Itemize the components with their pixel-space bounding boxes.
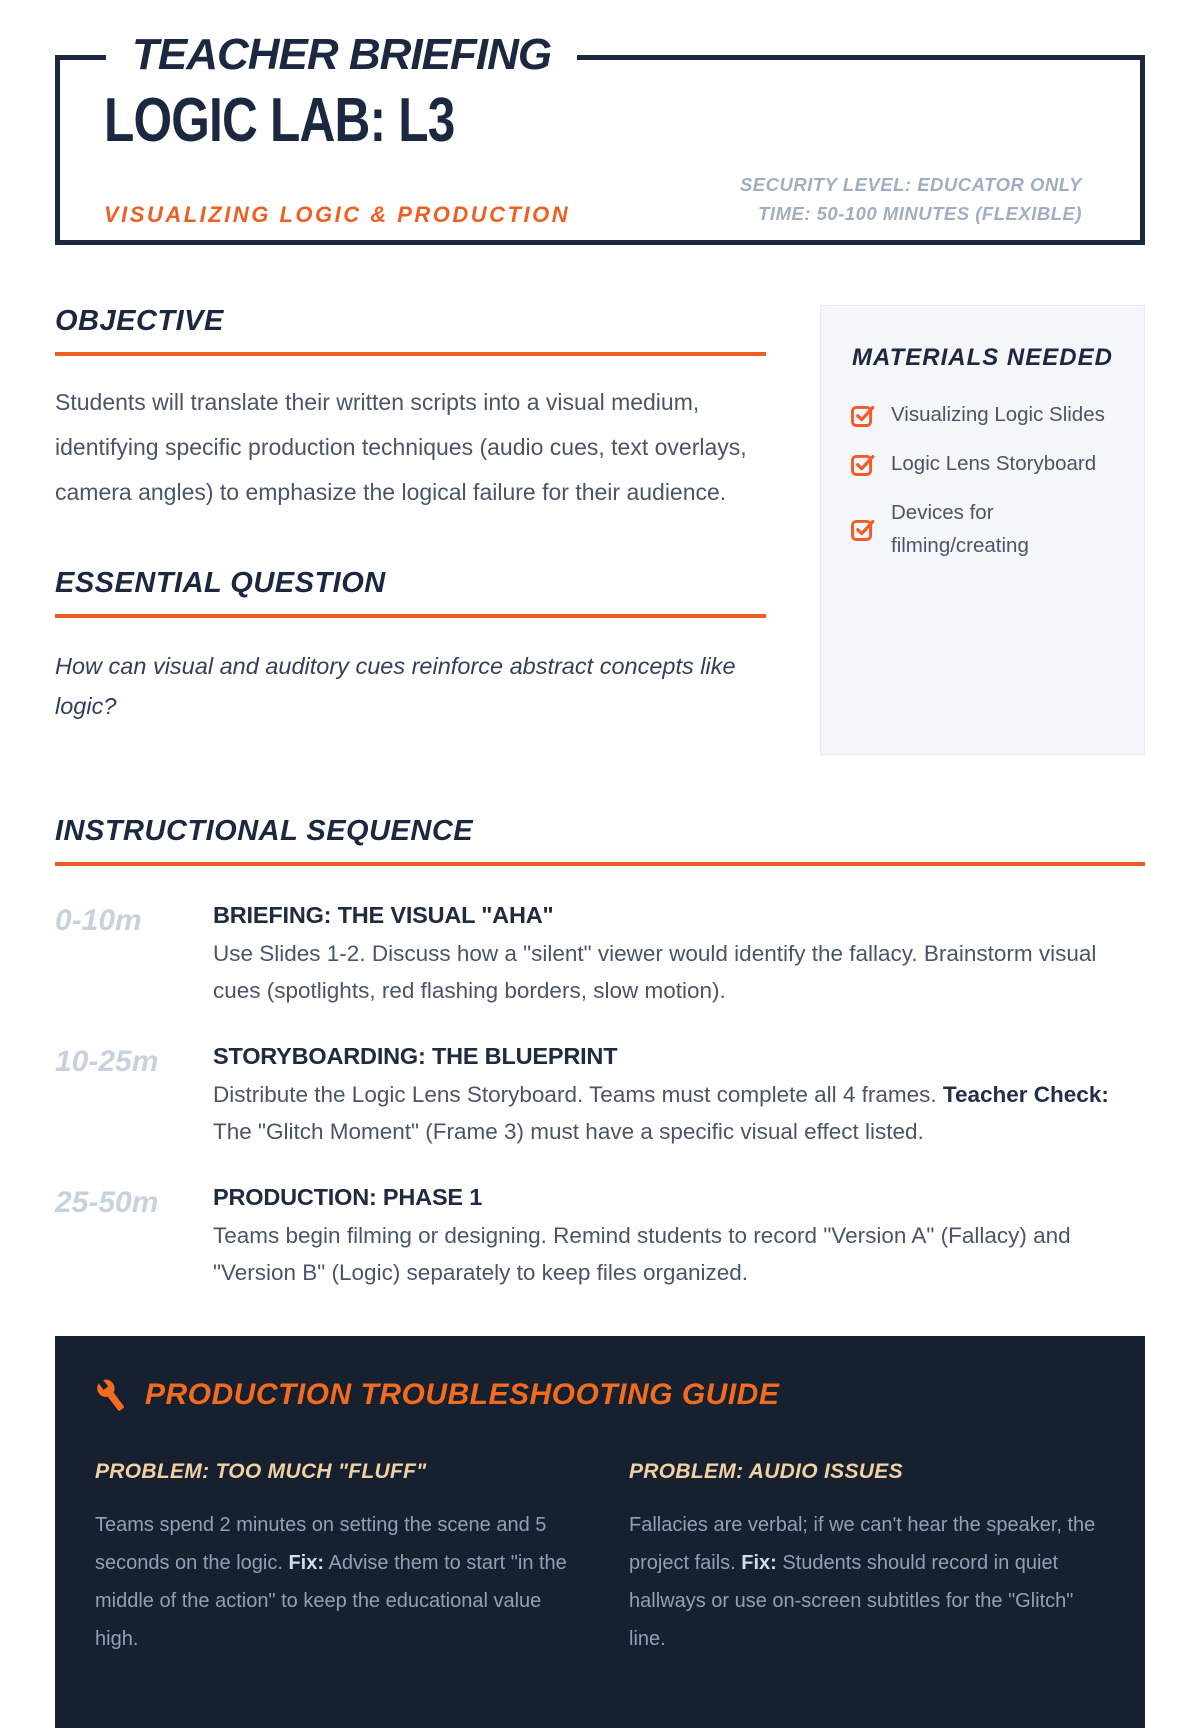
body-text: Distribute the Logic Lens Storyboard. Teams must complete all 4 frames. <box>213 1082 943 1107</box>
essential-question-section <box>55 567 766 726</box>
body-text: Advise them to start "in the middle of the action" to keep the educational value high. <box>95 1552 567 1650</box>
teacher-briefing-page <box>0 30 1200 1728</box>
materials-list <box>849 398 1116 562</box>
sequence-item-body <box>213 935 1145 1009</box>
objective-heading: OBJECTIVE <box>55 305 224 337</box>
troubleshooting-column <box>95 1460 571 1658</box>
troubleshooting-title-row <box>95 1378 1105 1412</box>
sequence-item-title: PRODUCTION: PHASE 1 <box>213 1184 483 1210</box>
body-text: Fallacies are verbal; if we can't hear the speaker, the project fails. <box>629 1514 1096 1574</box>
main-content <box>55 305 1145 755</box>
body-text: The "Glitch Moment" (Frame 3) must have a specific visual effect listed. <box>213 1119 924 1144</box>
body-text: Use Slides 1-2. Discuss how a "silent" viewer would identify the fallacy. Brainstorm visual cues (spotlights, red flashing borders, slow motion). <box>213 941 1097 1003</box>
troubleshooting-heading: PRODUCTION TROUBLESHOOTING GUIDE <box>145 1378 780 1411</box>
wrench-icon <box>95 1379 127 1411</box>
sequence-time-label: 0-10m <box>55 904 142 937</box>
essential-question-heading: ESSENTIAL QUESTION <box>55 567 386 599</box>
objective-rule <box>55 352 766 356</box>
body-bold-text: Teacher Check: <box>942 1082 1109 1107</box>
materials-heading: MATERIALS NEEDED <box>852 344 1113 371</box>
body-text: Students should record in quiet hallways or use on-screen subtitles for the "Glitch" line. <box>629 1552 1074 1650</box>
materials-list-item <box>849 447 1116 480</box>
sequence-item-title: BRIEFING: THE VISUAL "AHA" <box>213 902 554 928</box>
troubleshooting-column <box>629 1460 1105 1658</box>
troubleshooting-panel <box>55 1336 1145 1728</box>
checkbox-checked-icon <box>849 401 877 429</box>
checkbox-checked-icon <box>849 515 877 543</box>
sequence-items <box>55 902 1145 1291</box>
essential-question-rule <box>55 614 766 618</box>
objective-body: Students will translate their written scripts into a visual medium, identifying specific production techniques (audio cues, text overlays, camera angles) to emphasize the logical failure for their audience. <box>55 389 747 505</box>
instructional-sequence-section <box>55 815 1145 1291</box>
sequence-item-title: STORYBOARDING: THE BLUEPRINT <box>213 1043 618 1069</box>
header-tag: TEACHER BRIEFING <box>106 30 577 80</box>
header-row <box>104 170 1082 228</box>
fix-label: Fix: <box>288 1552 325 1574</box>
objective-section <box>55 305 766 515</box>
problem-heading: PROBLEM: AUDIO ISSUES <box>629 1460 903 1483</box>
sequence-heading: INSTRUCTIONAL SEQUENCE <box>55 815 474 847</box>
materials-card <box>820 305 1145 755</box>
materials-item-label: Devices for filming/creating <box>891 501 1029 557</box>
page-subtitle: VISUALIZING LOGIC & PRODUCTION <box>104 202 571 227</box>
body-text: Teams begin filming or designing. Remind students to record "Version A" (Fallacy) and "Version B" (Logic) separately to keep files organized. <box>213 1223 1071 1285</box>
sequence-item-body <box>213 1076 1145 1150</box>
checkbox-checked-icon <box>849 450 877 478</box>
sequence-time-label: 25-50m <box>55 1186 159 1219</box>
materials-list-item <box>849 496 1116 562</box>
header-inner <box>60 60 1140 228</box>
materials-list-item <box>849 398 1116 431</box>
sequence-item <box>213 1184 1145 1291</box>
sequence-rule <box>55 862 1145 866</box>
essential-question-body: How can visual and auditory cues reinforce abstract concepts like logic? <box>55 653 736 719</box>
problem-body <box>629 1506 1105 1658</box>
security-level-text: SECURITY LEVEL: EDUCATOR ONLY <box>739 174 1082 195</box>
page-title: LOGIC LAB: L3 <box>104 86 455 155</box>
sequence-time-label: 10-25m <box>55 1045 159 1078</box>
left-column <box>55 305 766 755</box>
sequence-item <box>213 902 1145 1009</box>
header-meta <box>740 170 1082 228</box>
header-box <box>55 30 1145 245</box>
troubleshooting-columns <box>95 1460 1105 1658</box>
materials-item-label: Logic Lens Storyboard <box>891 452 1097 475</box>
problem-heading: PROBLEM: TOO MUCH "FLUFF" <box>95 1460 427 1483</box>
time-estimate-text: TIME: 50-100 MINUTES (FLEXIBLE) <box>758 203 1082 224</box>
materials-item-label: Visualizing Logic Slides <box>891 403 1105 426</box>
problem-body <box>95 1506 571 1658</box>
body-text: Teams spend 2 minutes on setting the scene and 5 seconds on the logic. <box>95 1514 547 1574</box>
sequence-item-body <box>213 1217 1145 1291</box>
sequence-item <box>213 1043 1145 1150</box>
fix-label: Fix: <box>741 1552 777 1574</box>
